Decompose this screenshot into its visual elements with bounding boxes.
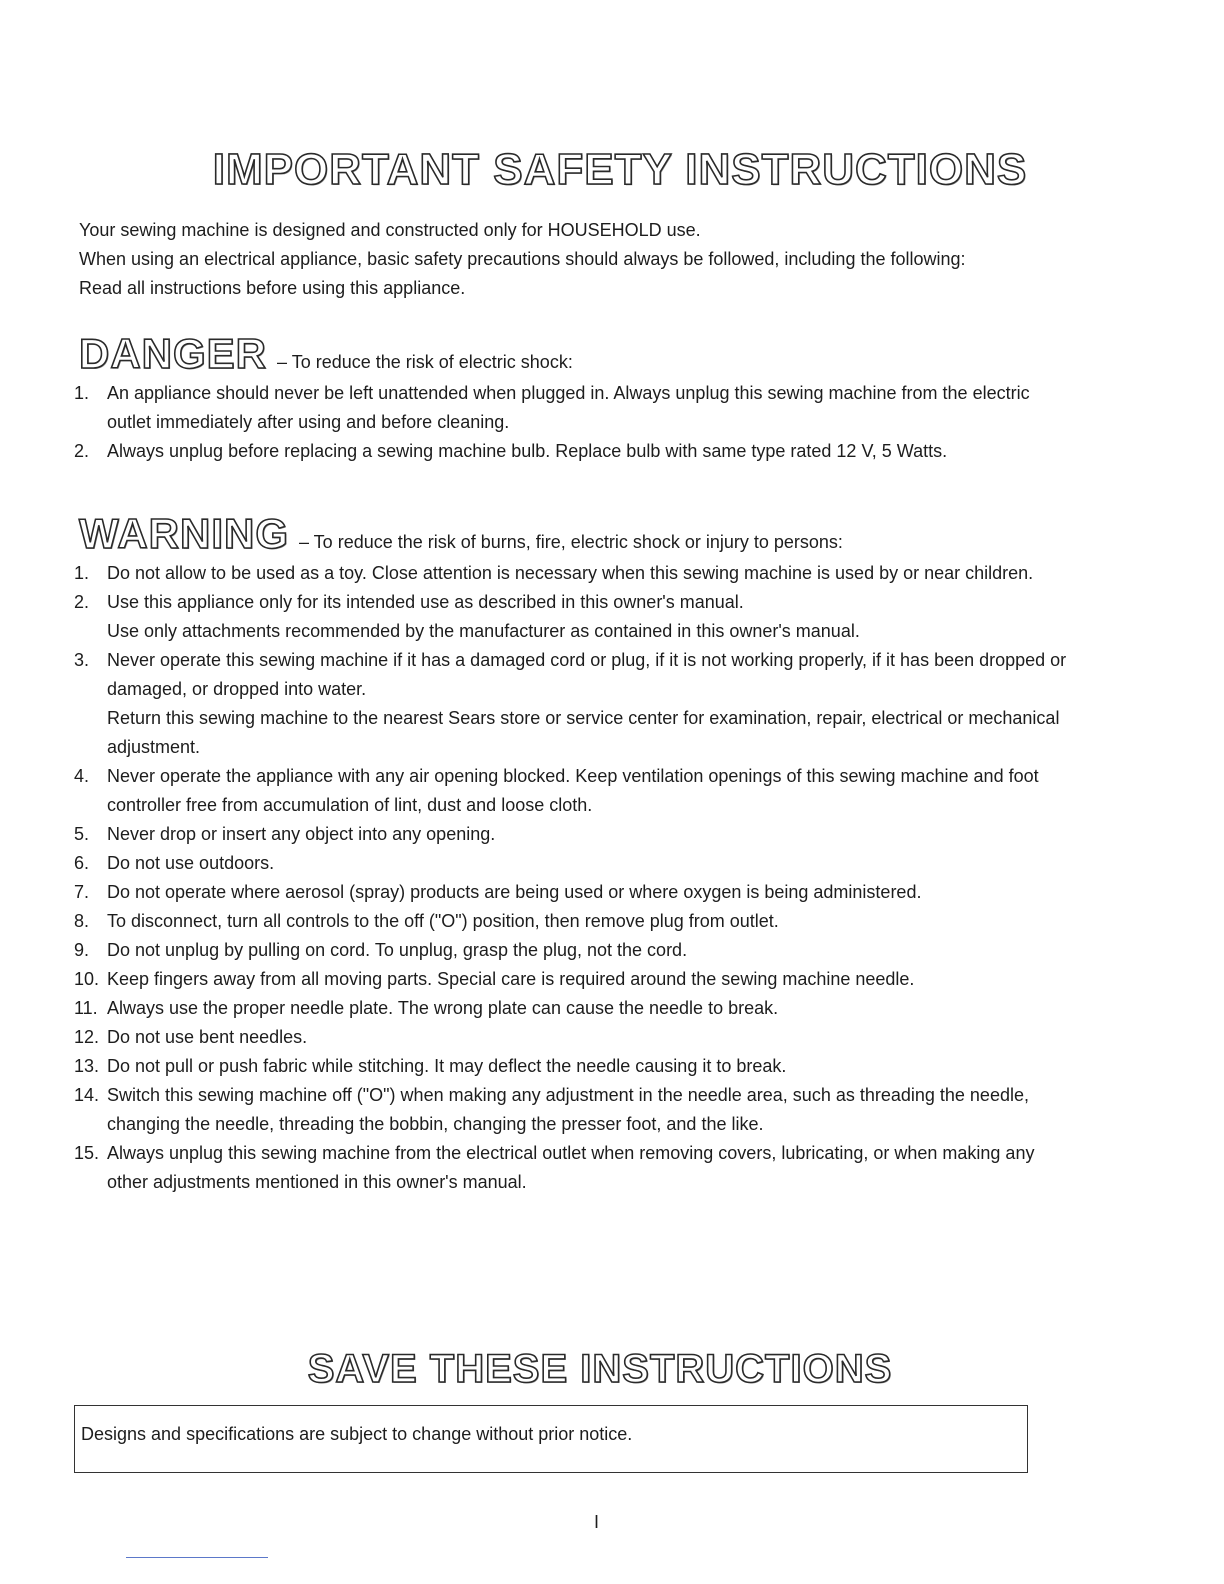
warning-item-number: 1.: [74, 563, 90, 583]
notice-text: Designs and specifications are subject to change without prior notice.: [81, 1424, 633, 1444]
warning-item: [74, 849, 1144, 878]
danger-subtitle: – To reduce the risk of electric shock:: [277, 352, 573, 372]
page-title: IMPORTANT SAFETY INSTRUCTIONS: [212, 145, 1028, 194]
warning-item-number: 14.: [74, 1085, 100, 1105]
intro-line: When using an electrical appliance, basic safety precautions should always be followed, including the following:: [79, 249, 966, 269]
warning-item-number: 8.: [74, 911, 90, 931]
warning-item-number: 3.: [74, 650, 90, 670]
danger-item-number: 2.: [74, 441, 90, 461]
warning-item-text: Do not operate where aerosol (spray) products are being used or where oxygen is being administered.: [107, 882, 922, 902]
warning-item: [74, 994, 1144, 1023]
warning-list: [74, 559, 1144, 1197]
page-number: I: [594, 1512, 600, 1532]
warning-item-text: Always use the proper needle plate. The wrong plate can cause the needle to break.: [107, 998, 779, 1018]
warning-item: [74, 1052, 1144, 1081]
danger-item-text: outlet immediately after using and before cleaning.: [107, 412, 510, 432]
danger-list: [74, 379, 1144, 466]
warning-item-text: Use this appliance only for its intended use as described in this owner's manual.: [107, 592, 744, 612]
warning-item-text: damaged, or dropped into water.: [107, 679, 367, 699]
danger-item-number: 1.: [74, 383, 90, 403]
warning-heading: [79, 510, 843, 557]
warning-item-number: 6.: [74, 853, 90, 873]
danger-heading: [79, 330, 573, 377]
intro-line: Your sewing machine is designed and constructed only for HOUSEHOLD use.: [79, 220, 701, 240]
warning-item: [74, 878, 1144, 907]
warning-item: [74, 820, 1144, 849]
warning-item-text: Do not allow to be used as a toy. Close attention is necessary when this sewing machine is used by or near children.: [107, 563, 1034, 583]
warning-item-number: 13.: [74, 1056, 100, 1076]
warning-subtitle: – To reduce the risk of burns, fire, electric shock or injury to persons:: [299, 532, 843, 552]
warning-item-number: 9.: [74, 940, 90, 960]
warning-item-text: Do not pull or push fabric while stitching. It may deflect the needle causing it to break.: [107, 1056, 787, 1076]
warning-item-text: Do not use outdoors.: [107, 853, 275, 873]
warning-item: [74, 936, 1144, 965]
warning-item: [74, 907, 1144, 936]
warning-item-number: 4.: [74, 766, 90, 786]
warning-item-text: To disconnect, turn all controls to the off ("O") position, then remove plug from outlet.: [107, 911, 779, 931]
danger-item-text: An appliance should never be left unattended when plugged in. Always unplug this sewing machine from the electric: [107, 383, 1030, 403]
warning-item-text: changing the needle, threading the bobbin, changing the presser foot, and the like.: [107, 1114, 764, 1134]
intro-text: [79, 216, 1159, 303]
warning-item: [74, 1023, 1144, 1052]
warning-item-number: 2.: [74, 592, 90, 612]
warning-item-text: Never drop or insert any object into any opening.: [107, 824, 496, 844]
warning-item-text: Return this sewing machine to the nearest Sears store or service center for examination, repair, electrical or mechanical: [107, 708, 1060, 728]
warning-item-text: Never operate this sewing machine if it has a damaged cord or plug, if it is not working properly, if it has been dropped or: [107, 650, 1067, 670]
footer-rule: [126, 1557, 268, 1558]
danger-title: DANGER: [79, 330, 268, 377]
danger-item: [74, 379, 1144, 437]
warning-item: [74, 965, 1144, 994]
save-instructions-title: SAVE THESE INSTRUCTIONS: [307, 1347, 893, 1391]
warning-item-text: adjustment.: [107, 737, 201, 757]
warning-item-text: Do not unplug by pulling on cord. To unplug, grasp the plug, not the cord.: [107, 940, 688, 960]
warning-item: [74, 559, 1144, 588]
warning-item-number: 5.: [74, 824, 90, 844]
warning-item-number: 12.: [74, 1027, 100, 1047]
warning-item: [74, 588, 1144, 646]
warning-item: [74, 646, 1144, 762]
warning-item-text: Always unplug this sewing machine from the electrical outlet when removing covers, lubricating, or when making any: [107, 1143, 1035, 1163]
warning-item-number: 7.: [74, 882, 90, 902]
warning-title: WARNING: [79, 510, 289, 557]
warning-item-number: 11.: [74, 998, 98, 1018]
warning-item-text: controller free from accumulation of lint, dust and loose cloth.: [107, 795, 593, 815]
warning-item-text: Keep fingers away from all moving parts. Special care is required around the sewing machine needle.: [107, 969, 915, 989]
intro-line: Read all instructions before using this appliance.: [79, 278, 466, 298]
warning-item-text: Never operate the appliance with any air opening blocked. Keep ventilation openings of this sewing machine and foot: [107, 766, 1039, 786]
danger-item: [74, 437, 1144, 466]
notice-box: [74, 1405, 1028, 1473]
warning-item: [74, 762, 1144, 820]
warning-item-number: 15.: [74, 1143, 100, 1163]
warning-item-text: Switch this sewing machine off ("O") when making any adjustment in the needle area, such as threading the needle,: [107, 1085, 1029, 1105]
warning-item-text: other adjustments mentioned in this owner's manual.: [107, 1172, 527, 1192]
warning-item-text: Do not use bent needles.: [107, 1027, 308, 1047]
warning-item-number: 10.: [74, 969, 100, 989]
danger-item-text: Always unplug before replacing a sewing machine bulb. Replace bulb with same type rated 12 V, 5 Watts.: [107, 441, 948, 461]
warning-item: [74, 1081, 1144, 1139]
warning-item-text: Use only attachments recommended by the manufacturer as contained in this owner's manual.: [107, 621, 860, 641]
warning-item: [74, 1139, 1144, 1197]
